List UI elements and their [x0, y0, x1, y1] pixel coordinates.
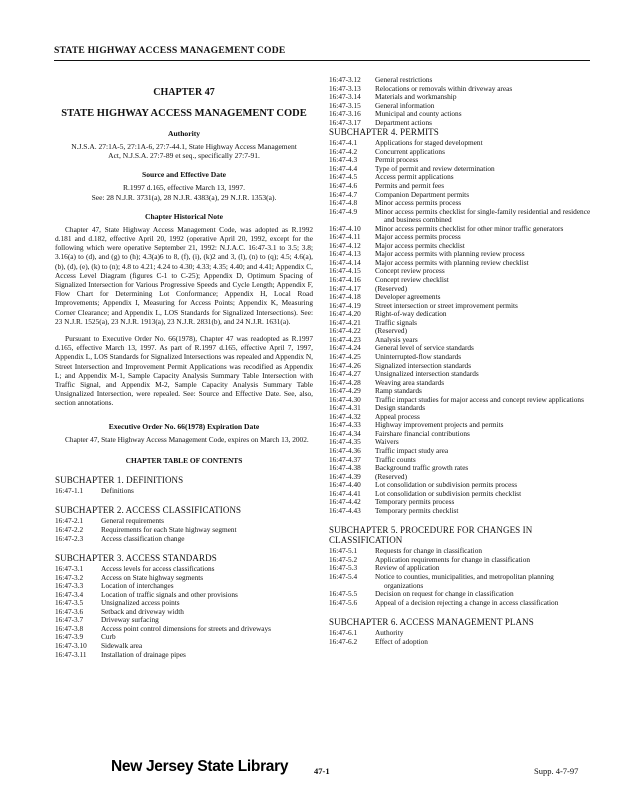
source-heading: Source and Effective Date [141, 170, 226, 180]
toc-entry [329, 490, 591, 499]
section-number: 16:47-3.10 [55, 640, 87, 650]
authority-heading: Authority [167, 129, 201, 138]
subchapter-heading: SUBCHAPTER 6. ACCESS MANAGEMENT PLANS [329, 617, 534, 628]
toc-entry [329, 629, 591, 638]
section-title: (Reserved) [375, 471, 408, 481]
section-number: 16:47-3.9 [55, 632, 84, 642]
toc-entry [329, 464, 591, 473]
section-number: 16:47-4.9 [329, 206, 358, 216]
section-title: Applications for staged development [375, 138, 483, 148]
toc-entry [329, 573, 591, 590]
section-title: Highway improvement projects and permits [375, 420, 504, 430]
section-number: 16:47-4.4 [329, 163, 358, 173]
section-title: Temporary permits process [375, 497, 455, 507]
toc-entry [55, 574, 313, 583]
section-number: 16:47-4.35 [329, 437, 361, 447]
section-title: Analysis years [375, 334, 418, 344]
toc-left [55, 475, 313, 659]
section-number: 16:47-4.31 [329, 403, 361, 413]
section-number: 16:47-3.5 [55, 598, 84, 608]
toc-entry [55, 651, 313, 660]
section-title: Minor access permits process [375, 198, 462, 208]
section-number: 16:47-4.34 [329, 428, 361, 438]
toc-entry [329, 447, 591, 456]
section-title: Uninterrupted-flow standards [375, 351, 462, 361]
toc-entry [329, 148, 591, 157]
subchapter-heading: SUBCHAPTER 1. DEFINITIONS [55, 474, 184, 485]
toc-entry [329, 208, 591, 225]
section-number: 16:47-4.6 [329, 181, 358, 191]
section-number: 16:47-4.41 [329, 488, 361, 498]
toc-heading: CHAPTER TABLE OF CONTENTS [125, 455, 243, 465]
section-number: 16:47-5.1 [329, 546, 358, 556]
section-number: 16:47-4.7 [329, 189, 358, 199]
toc-entry [55, 599, 313, 608]
toc-entry [329, 93, 591, 102]
section-title: Unsignalized access points [101, 598, 180, 608]
section-title: Requirements for each State highway segment [101, 524, 237, 534]
toc-entry [55, 633, 313, 642]
section-title: Access on State highway segments [101, 572, 204, 582]
section-number: 16:47-3.4 [55, 589, 84, 599]
section-title: Major access permits checklist [375, 240, 465, 250]
toc-entry [329, 139, 591, 148]
section-title: Materials and workmanship [375, 92, 457, 102]
section-title: Concept review checklist [375, 275, 449, 285]
toc-entry [329, 638, 591, 647]
section-number: 16:47-4.39 [329, 471, 361, 481]
section-number: 16:47-2.1 [55, 516, 84, 526]
section-number: 16:47-4.13 [329, 249, 361, 259]
toc-entry [329, 110, 591, 119]
section-number: 16:47-4.8 [329, 198, 358, 208]
section-number: 16:47-3.7 [55, 615, 84, 625]
section-title: Access levels for access classifications [101, 564, 215, 574]
section-number: 16:47-5.4 [329, 571, 358, 581]
section-title: Traffic impact studies for major access and concept review applications [375, 394, 584, 404]
toc-entry [329, 119, 591, 128]
section-title: Right-of-way dedication [375, 309, 447, 319]
toc-entry [55, 625, 313, 634]
section-number: 16:47-4.20 [329, 309, 361, 319]
chapter-title: STATE HIGHWAY ACCESS MANAGEMENT CODE [61, 108, 307, 119]
section-title: Authority [375, 628, 404, 638]
header-rule [54, 60, 590, 61]
toc-entry [329, 507, 591, 516]
section-title: Effect of adoption [375, 636, 428, 646]
section-title: Concurrent applications [375, 146, 445, 156]
section-number: 16:47-4.12 [329, 240, 361, 250]
section-title: Companion Department permits [375, 189, 470, 199]
section-title: Background traffic growth rates [375, 463, 469, 473]
toc-entry [55, 535, 313, 544]
section-title: Notice to counties, municipalities, and metropolitan planning organizations [375, 571, 554, 590]
section-number: 16:47-3.17 [329, 117, 361, 127]
toc-entry [329, 267, 591, 276]
toc-entry [329, 370, 591, 379]
toc-entry [329, 310, 591, 319]
subchapter-heading: SUBCHAPTER 5. PROCEDURE FOR CHANGES IN CLASSIFICATION [329, 525, 533, 546]
section-number: 16:47-4.25 [329, 351, 361, 361]
section-title: Appeal process [375, 411, 420, 421]
toc-entry [329, 173, 591, 182]
toc-entry [55, 487, 313, 496]
toc-entry [329, 85, 591, 94]
section-number: 16:47-4.19 [329, 300, 361, 310]
toc-right [329, 127, 591, 646]
section-number: 16:47-3.3 [55, 581, 84, 591]
section-number: 16:47-4.11 [329, 232, 361, 242]
subchapter-heading: SUBCHAPTER 4. PERMITS [329, 127, 439, 138]
section-number: 16:47-3.11 [55, 649, 87, 659]
section-number: 16:47-3.14 [329, 92, 361, 102]
section-number: 16:47-4.33 [329, 420, 361, 430]
section-number: 16:47-4.43 [329, 505, 361, 515]
section-title: Lot consolidation or subdivision permits checklist [375, 488, 522, 498]
toc-entry [329, 276, 591, 285]
section-number: 16:47-4.30 [329, 394, 361, 404]
section-title: Location of traffic signals and other provisions [101, 589, 238, 599]
section-number: 16:47-3.1 [55, 564, 84, 574]
section-title: General restrictions [375, 75, 433, 84]
section-title: General requirements [101, 516, 165, 526]
history-heading: Chapter Historical Note [145, 211, 223, 221]
section-title: Review of application [375, 563, 440, 573]
section-title: Major access permits with planning review checklist [375, 257, 529, 267]
source-text-1: R.1997 d.165, effective March 13, 1997. [123, 183, 245, 193]
section-number: 16:47-3.12 [329, 75, 361, 84]
section-number: 16:47-6.2 [329, 636, 358, 646]
section-number: 16:47-4.37 [329, 454, 361, 464]
toc-entry [329, 498, 591, 507]
section-title: (Reserved) [375, 326, 408, 336]
section-number: 16:47-4.21 [329, 317, 361, 327]
section-number: 16:47-4.3 [329, 155, 358, 165]
toc-entry [329, 327, 591, 336]
running-head: STATE HIGHWAY ACCESS MANAGEMENT CODE [54, 45, 286, 56]
section-title: Type of permit and review determination [375, 163, 495, 173]
section-title: General information [375, 100, 435, 110]
executive-order-heading: Executive Order No. 66(1978) Expiration Date [108, 421, 260, 431]
section-title: Traffic signals [375, 317, 417, 327]
toc-entry [329, 556, 591, 565]
section-number: 16:47-4.32 [329, 411, 361, 421]
section-title: Major access permits process [375, 232, 461, 242]
chapter-number: CHAPTER 47 [153, 87, 215, 98]
toc-entry [329, 319, 591, 328]
section-title: Unsignalized intersection standards [375, 369, 479, 379]
toc-entry [329, 404, 591, 413]
section-title: Driveway surfacing [101, 615, 159, 625]
section-title: Weaving area standards [375, 377, 445, 387]
section-number: 16:47-2.3 [55, 533, 84, 543]
section-number: 16:47-4.10 [329, 223, 361, 233]
source-text-2: See: 28 N.J.R. 3731(a), 28 N.J.R. 4383(a), 29 N.J.R. 1353(a). [91, 192, 277, 202]
toc-entry [329, 302, 591, 311]
section-title: Setback and driveway width [101, 606, 184, 616]
section-number: 16:47-4.14 [329, 257, 361, 267]
section-number: 16:47-4.16 [329, 275, 361, 285]
section-number: 16:47-4.18 [329, 292, 361, 302]
section-title: Access point control dimensions for streets and driveways [101, 623, 272, 633]
subchapter-heading: SUBCHAPTER 3. ACCESS STANDARDS [55, 553, 217, 564]
section-number: 16:47-5.2 [329, 554, 358, 564]
section-title: Location of interchanges [101, 581, 174, 591]
toc-right-continued [329, 76, 591, 127]
section-number: 16:47-4.15 [329, 266, 361, 276]
subchapter-heading: SUBCHAPTER 2. ACCESS CLASSIFICATIONS [55, 505, 242, 516]
section-number: 16:47-4.36 [329, 445, 361, 455]
section-title: Developer agreements [375, 292, 441, 302]
section-title: Minor access permits checklist for single-family residential and residence and business combined [375, 206, 591, 225]
section-number: 16:47-2.2 [55, 524, 84, 534]
section-title: Access permit applications [375, 172, 454, 182]
section-title: Lot consolidation or subdivision permits process [375, 480, 518, 490]
section-number: 16:47-4.5 [329, 172, 358, 182]
section-number: 16:47-3.16 [329, 109, 361, 119]
section-title: Minor access permits checklist for other minor traffic generators [375, 223, 564, 233]
toc-entry [329, 599, 591, 608]
history-paragraph-2: Pursuant to Executive Order No. 66(1978), Chapter 47 was readopted as R.1997 d.165, effective March 13, 1997. As part of R.1997 d.165, effective April 7, 1997, Appendix L, LOS Standards for Signalized Intersections was repealed and Appendix N, Street Intersection and Improvement Permit Applications was recodified as Appendix L; and Appendix M-1, Sample Capacity Analysis Summary Table Intersection with Traffic Signal, and Appendix M-2, Sample Capacity Analysis Summary Table Unsignalized Intersection, were repealed. See: Source and Effective Date. See, also, section annotations. [55, 334, 313, 408]
section-number: 16:47-4.23 [329, 334, 361, 344]
section-number: 16:47-3.8 [55, 623, 84, 633]
section-title: Permits and permit fees [375, 181, 445, 191]
section-title: Application requirements for change in classification [375, 554, 531, 564]
section-number: 16:47-6.1 [329, 628, 358, 638]
toc-entry [329, 379, 591, 388]
toc-entry [55, 591, 313, 600]
section-title: Relocations or removals within driveway areas [375, 83, 513, 93]
section-number: 16:47-4.26 [329, 360, 361, 370]
section-number: 16:47-4.40 [329, 480, 361, 490]
section-title: Sidewalk area [101, 640, 143, 650]
section-number: 16:47-4.2 [329, 146, 358, 156]
section-number: 16:47-3.2 [55, 572, 84, 582]
section-title: Installation of drainage pipes [101, 649, 186, 659]
section-title: Access classification change [101, 533, 185, 543]
section-number: 16:47-4.1 [329, 138, 358, 148]
section-number: 16:47-5.5 [329, 589, 358, 599]
section-title: Ramp standards [375, 386, 422, 396]
toc-entry [55, 526, 313, 535]
section-number: 16:47-1.1 [55, 485, 84, 495]
section-title: Traffic impact study area [375, 445, 449, 455]
section-number: 16:47-3.15 [329, 100, 361, 110]
section-number: 16:47-5.6 [329, 597, 358, 607]
section-title: Decision on request for change in classification [375, 589, 514, 599]
executive-order-text: Chapter 47, State Highway Access Management Code, expires on March 13, 2002. [65, 434, 309, 444]
section-number: 16:47-5.3 [329, 563, 358, 573]
section-title: Major access permits with planning review process [375, 249, 525, 259]
section-number: 16:47-3.13 [329, 83, 361, 93]
section-number: 16:47-4.27 [329, 369, 361, 379]
section-number: 16:47-4.42 [329, 497, 361, 507]
section-title: Appeal of a decision rejecting a change in access classification [375, 597, 559, 607]
section-title: Curb [101, 632, 116, 642]
section-title: Concept review process [375, 266, 445, 276]
section-number: 16:47-3.6 [55, 606, 84, 616]
section-title: (Reserved) [375, 283, 408, 293]
section-number: 16:47-4.17 [329, 283, 361, 293]
toc-entry [329, 438, 591, 447]
section-title: Definitions [101, 485, 134, 495]
section-title: General level of service standards [375, 343, 474, 353]
left-column [55, 76, 313, 659]
section-title: Department actions [375, 117, 432, 127]
section-number: 16:47-4.29 [329, 386, 361, 396]
toc-entry [329, 285, 591, 294]
section-title: Design standards [375, 403, 426, 413]
section-title: Fairshare financial contributions [375, 428, 470, 438]
section-title: Permit process [375, 155, 419, 165]
section-title: Waivers [375, 437, 399, 447]
supplement-date: Supp. 4-7-97 [534, 766, 579, 776]
section-title: Requests for change in classification [375, 546, 482, 556]
toc-entry [329, 165, 591, 174]
toc-entry [329, 259, 591, 268]
section-number: 16:47-4.38 [329, 463, 361, 473]
authority-text: N.J.S.A. 27:1A-5, 27:1A-6, 27:7-44.1, State Highway Access Management Act, N.J.S.A. 27:7-89 et seq., specifically 27:7-91. [71, 142, 297, 161]
section-number: 16:47-4.28 [329, 377, 361, 387]
section-title: Municipal and county actions [375, 109, 462, 119]
section-number: 16:47-4.24 [329, 343, 361, 353]
section-title: Temporary permits checklist [375, 505, 459, 515]
page-number: 47-1 [314, 766, 330, 776]
section-title: Street intersection or street improvement permits [375, 300, 518, 310]
section-number: 16:47-4.22 [329, 326, 361, 336]
library-stamp: New Jersey State Library [111, 758, 289, 775]
section-title: Signalized intersection standards [375, 360, 472, 370]
toc-entry [329, 396, 591, 405]
toc-entry [55, 608, 313, 617]
section-title: Traffic counts [375, 454, 416, 464]
history-paragraph-1: Chapter 47, State Highway Access Management Code, was adopted as R.1992 d.181 and d.182, effective April 20, 1992 (operative April 20, 1992, except for the following which were operative September 21, 1992: N.J.A.C. 16:47-3.1 to 3.5; 3.8; 3.16(a) to (d), and (g) to (h); 4.3(a)6 to 8, (f), (i), (k)2 and 3, (l), (n) to (q); 4.5; 4.6(a), (b), (d), (e), (k) to (n); 4.8 to 4.21; 4.24 to 4.30; 4.33; 4.35; 4.40; and 4.41; Appendix C, Access Level Diagram (figures C-1 to C-25); Appendix D, Optimum Spacing of Signalized Intersection for Various Progressive Speeds and Cycle Length; Appendix F, Flow Chart for Determining Lot Conformance; Appendix H, Local Road Improvements; Appendix I, Measuring for Access Points; Appendix K, Measuring Corner Clearance; and Appendix L, LOS Standards for Signalized Intersections). See: 23 N.J.R. 1525(a), 23 N.J.R. 1913(a), 23 N.J.R. 2831(b), and 24 N.J.R. 1631(a). [55, 224, 313, 326]
right-column [329, 76, 591, 646]
toc-entry [329, 430, 591, 439]
